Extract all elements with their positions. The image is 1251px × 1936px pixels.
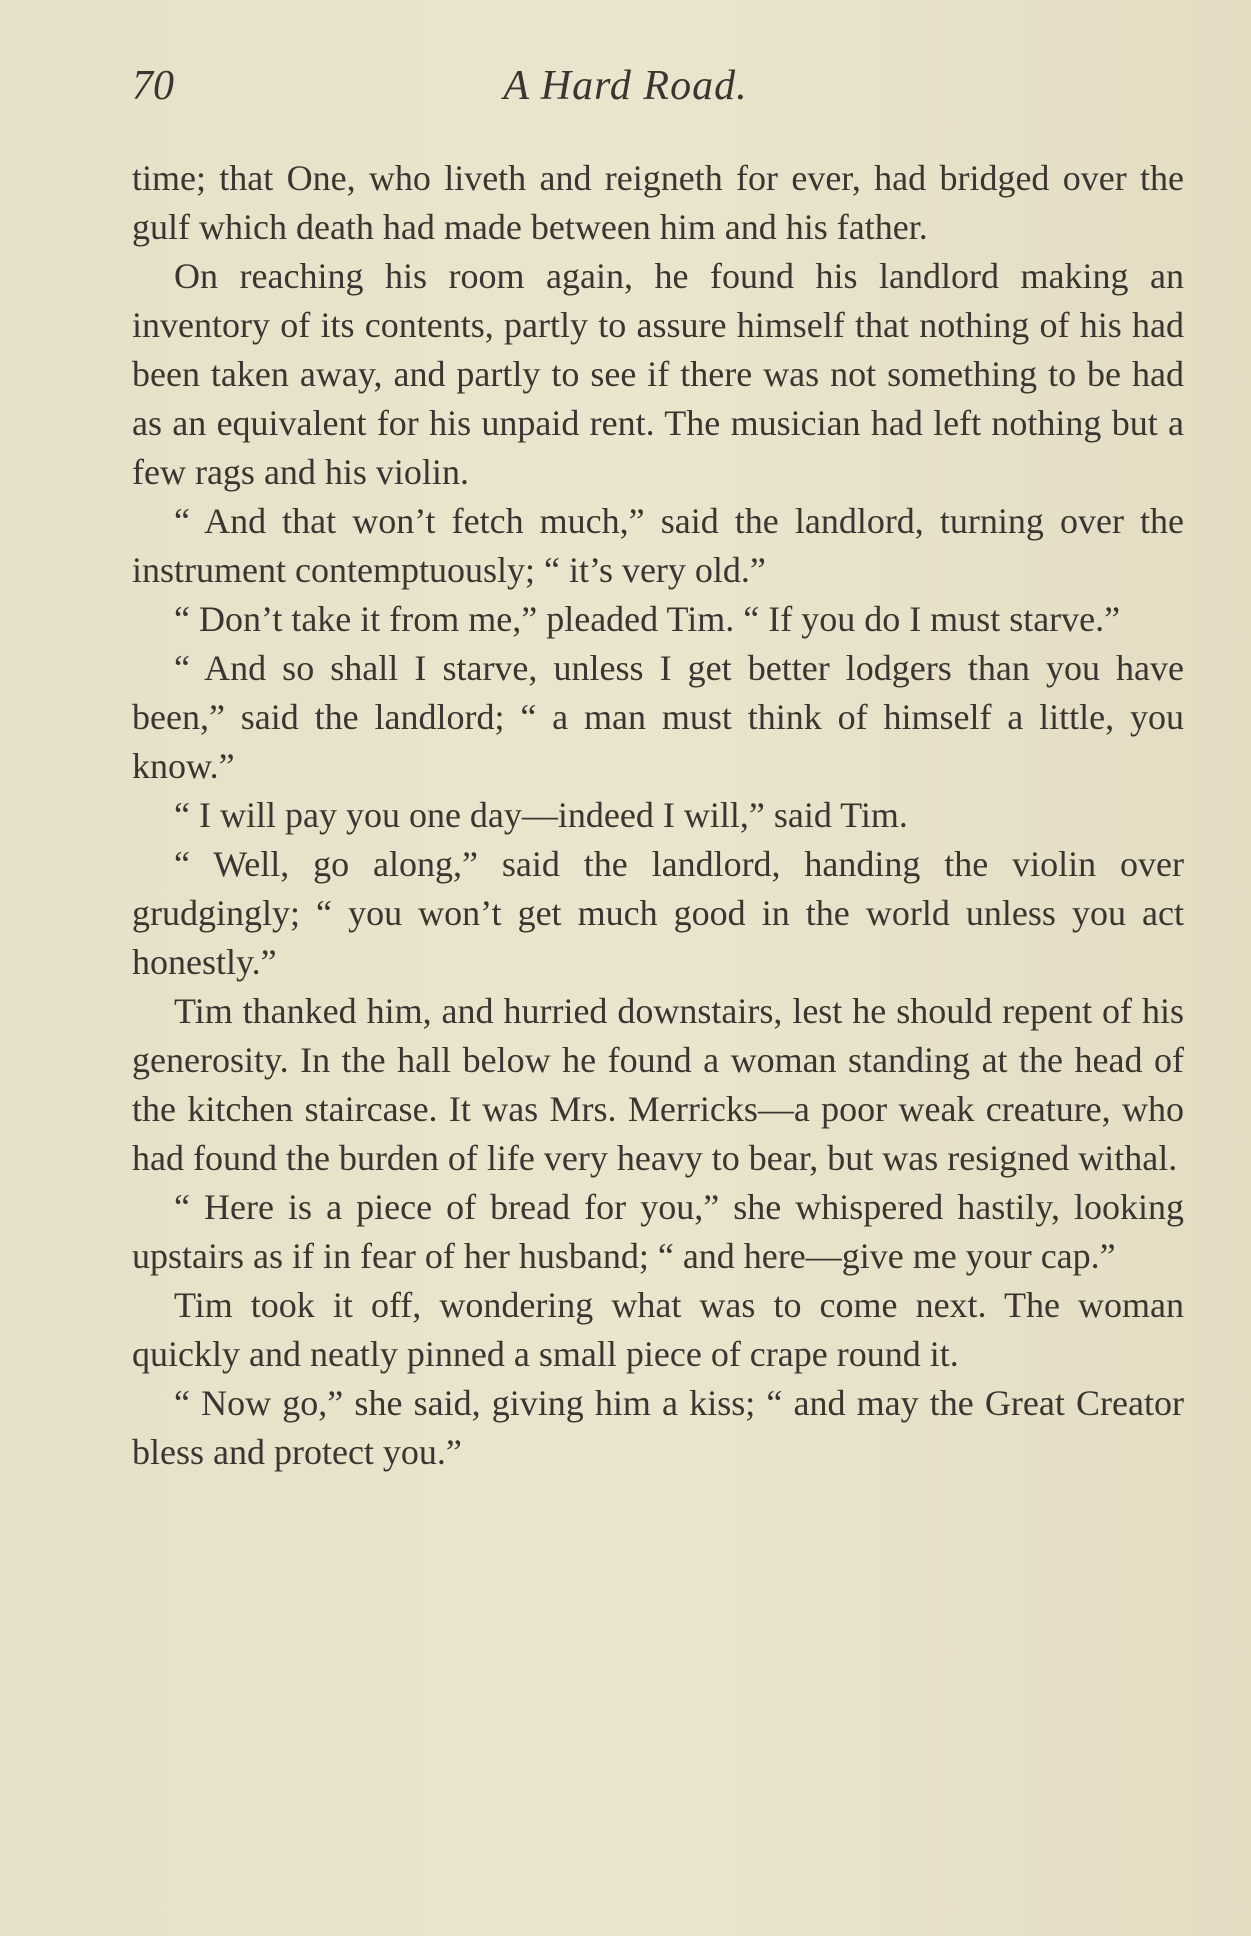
paragraph: time; that One, who liveth and reigneth for ever, had bridged over the gulf which death had made between him and his father. (132, 158, 1184, 247)
paragraph: “ Here is a piece of bread for you,” she whispered hastily, looking upstairs as if in fear of her husband; “ and here—give me your cap.” (132, 1187, 1184, 1276)
paragraph: Tim thanked him, and hurried downstairs, lest he should repent of his generosity. In the hall below he found a woman standing at the head of the kitchen staircase. It was Mrs. Merricks—a poor weak creature, who had found the burden of life very heavy to bear, but was resigned withal. (132, 991, 1184, 1178)
paragraph: On reaching his room again, he found his landlord making an inventory of its contents, partly to assure himself that nothing of his had been taken away, and partly to see if there was not something to be had as an equivalent for his unpaid rent. The musician had left nothing but a few rags and his violin. (132, 256, 1184, 492)
page-number: 70 (132, 63, 174, 109)
paragraph: “ Don’t take it from me,” pleaded Tim. “ If you do I must starve.” (174, 599, 1121, 639)
paragraph: “ Now go,” she said, giving him a kiss; “ and may the Great Creator bless and protect you.” (132, 1383, 1184, 1472)
paragraph: “ I will pay you one day—indeed I will,” said Tim. (174, 795, 908, 835)
paragraph: Tim took it off, wondering what was to come next. The woman quickly and neatly pinned a small piece of crape round it. (132, 1285, 1184, 1374)
running-title: A Hard Road. (503, 63, 748, 109)
paragraph: “ And that won’t fetch much,” said the landlord, turning over the instrument contemptuously; “ it’s very old.” (132, 501, 1184, 590)
body-text (132, 154, 1184, 1477)
paragraph: “ Well, go along,” said the landlord, handing the violin over grudgingly; “ you won’t get much good in the world unless you act honestly.” (132, 844, 1184, 982)
paragraph: “ And so shall I starve, unless I get better lodgers than you have been,” said the landlord; “ a man must think of himself a little, you know.” (132, 648, 1184, 786)
